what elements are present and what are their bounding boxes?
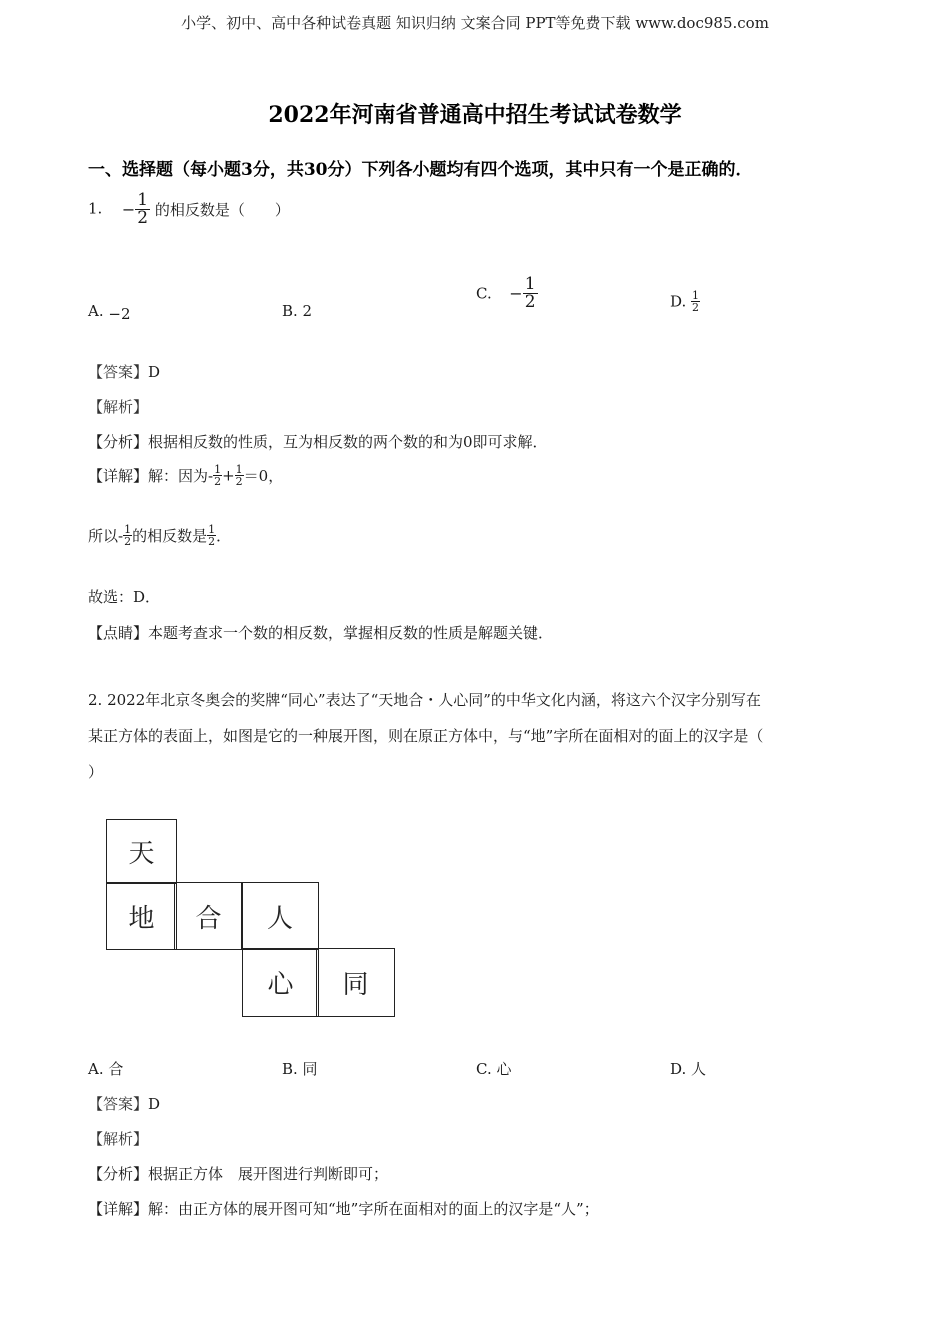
- q2-analysis-tag: 【解析】: [88, 1130, 149, 1148]
- q1-option-c-fraction: [523, 276, 538, 311]
- cube-net-figure: [105, 818, 397, 1020]
- q1-option-c-label: C.: [476, 284, 492, 303]
- q1-option-a: [88, 302, 131, 323]
- q1-so-frac2: [207, 524, 216, 547]
- q1-so-pre: 所以-: [88, 527, 124, 545]
- q1-stem-suffix: 的相反数是（ ）: [154, 201, 290, 219]
- q1-so-frac1: [123, 524, 132, 547]
- q2-option-d: D. 人: [670, 1060, 707, 1078]
- net-cell-xin: 心: [242, 948, 319, 1017]
- q1-review: [88, 622, 553, 643]
- q1-so-post: ．: [216, 527, 232, 545]
- q1-minus: −: [121, 200, 136, 219]
- q1-detail-n1: 1: [214, 463, 222, 476]
- q1-so-n1: 1: [124, 523, 132, 536]
- q1-option-c-minus: −: [509, 284, 523, 303]
- q1-option-d-den: 2: [692, 301, 700, 314]
- q2-option-b: B. 同: [282, 1060, 318, 1078]
- q1-so-mid: 的相反数是: [132, 527, 208, 545]
- q2-stem-line1: 2. 2022年北京冬奥会的奖牌“同心”表达了“天地合・人心同”的中华文化内涵，将这六个汉字分别写在: [88, 691, 761, 709]
- q1-detail-d1: 2: [214, 475, 222, 488]
- q2-stem-line2: 某正方体的表面上，如图是它的一种展开图，则在原正方体中，与“地”字所在面相对的面上的汉字是（: [88, 727, 764, 745]
- q1-option-d-label: D.: [670, 292, 687, 311]
- q2-option-c: C. 心: [476, 1060, 512, 1078]
- q1-analysis-tag: 【解析】: [88, 398, 149, 416]
- q1-option-d-num: 1: [692, 289, 700, 302]
- q2-answer: [88, 1093, 160, 1114]
- q1-detail: [88, 464, 283, 487]
- q1-detail-post: ＝0，: [243, 467, 284, 485]
- q2-answer-tag: 【答案】: [88, 1095, 149, 1113]
- q1-fenxi: [88, 431, 548, 452]
- net-cell-di: 地: [106, 882, 177, 950]
- section-heading: 一、选择题（每小题3分，共30分）下列各小题均有四个选项，其中只有一个是正确的．: [88, 160, 753, 180]
- q2-detail-text: 解：由正方体的展开图可知“地”字所在面相对的面上的汉字是“人”；: [148, 1200, 599, 1218]
- page-header: 小学、初中、高中各种试卷真题 知识归纳 文案合同 PPT等免费下载 www.doc985.com: [181, 14, 769, 32]
- q1-option-c-den: 2: [524, 292, 536, 312]
- q1-fraction: [135, 192, 150, 227]
- q2-fenxi: [88, 1163, 388, 1184]
- q1-detail-frac1: [213, 464, 222, 487]
- q1-so-n2: 1: [208, 523, 216, 536]
- q1-frac-num: 1: [137, 190, 149, 210]
- page-title: 2022年河南省普通高中招生考试试卷数学: [268, 102, 682, 128]
- q1-number: 1.: [88, 199, 103, 218]
- q1-option-b: B. 2: [282, 302, 313, 320]
- q2-detail-tag: 【详解】: [88, 1200, 149, 1218]
- q1-detail-d2: 2: [235, 475, 243, 488]
- q1-option-a-label: A.: [88, 302, 104, 320]
- q1-option-a-value: −2: [108, 305, 131, 323]
- q1-so-d1: 2: [124, 535, 132, 548]
- q1-option-d: [670, 290, 700, 313]
- q1-option-d-fraction: [691, 290, 700, 313]
- q2-stem-line3: ）: [88, 763, 104, 781]
- net-cell-he: 合: [174, 882, 243, 950]
- q1-fenxi-tag: 【分析】: [88, 433, 149, 451]
- q1-fenxi-text: 根据相反数的性质，互为相反数的两个数的和为0即可求解．: [148, 433, 548, 451]
- q2-answer-value: D: [148, 1095, 161, 1113]
- q1-answer-tag: 【答案】: [88, 363, 149, 381]
- q1-detail-pre: 解：因为-: [148, 467, 214, 485]
- q2-option-a: A. 合: [88, 1060, 124, 1078]
- q1-so-d2: 2: [208, 535, 216, 548]
- q1-frac-den: 2: [137, 208, 149, 228]
- q1-stem: [88, 192, 290, 227]
- q1-review-tag: 【点睛】: [88, 624, 149, 642]
- q1-answer-value: D: [148, 363, 161, 381]
- q1-choose: 故选：D．: [88, 588, 161, 606]
- q1-detail-n2: 1: [235, 463, 243, 476]
- q1-detail-tag: 【详解】: [88, 467, 149, 485]
- net-cell-tong: 同: [316, 948, 395, 1017]
- q1-option-c-num: 1: [524, 274, 536, 294]
- q2-fenxi-tag: 【分析】: [88, 1165, 149, 1183]
- q1-detail-frac2: [235, 464, 244, 487]
- q1-so: [88, 524, 231, 547]
- net-cell-ren: 人: [241, 882, 319, 950]
- q1-detail-plus: +: [222, 466, 235, 485]
- q2-fenxi-text: 根据正方体 展开图进行判断即可；: [148, 1165, 389, 1183]
- net-cell-tian: 天: [106, 819, 177, 884]
- q1-option-c: [476, 276, 538, 311]
- q1-answer: [88, 361, 160, 382]
- q1-review-text: 本题考查求一个数的相反数，掌握相反数的性质是解题关键．: [148, 624, 554, 642]
- q2-detail: [88, 1198, 599, 1219]
